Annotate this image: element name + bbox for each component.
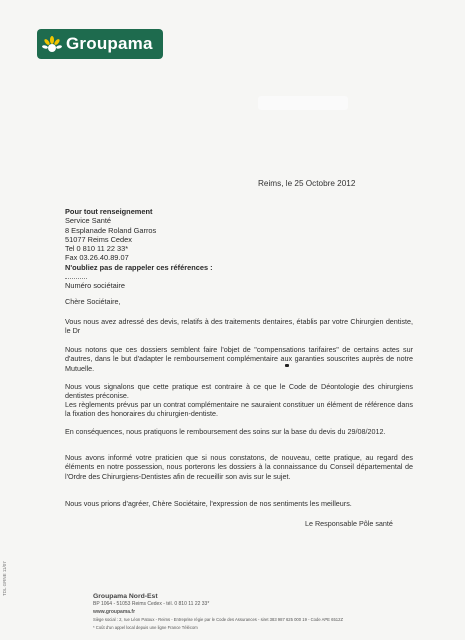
contact-heading: Pour tout renseignement [65,207,153,216]
signature-line: Le Responsable Pôle santé [305,519,393,528]
paragraph-3b: Les règlements prévus par un contrat complémentaire ne sauraient constituer un élément de référence dans la fixation des honoraires du chirurgien-dentiste. [65,400,413,419]
footer-website: www.groupama.fr [93,608,136,615]
contact-address-line1: 8 Esplanade Roland Garros [65,225,157,235]
paragraph-1: Vous nous avez adressé des devis, relatifs à des traitements dentaires, établis par votre Chirurgien dentiste, le Dr [65,317,413,336]
contact-block [65,207,213,291]
contact-tel: Tel 0 810 11 22 33* [65,244,129,254]
contact-address-line2: 51077 Reims Cedex [65,234,132,244]
paragraph-5: Nous avons informé votre praticien que si nous constatons, de nouveau, cette pratique, au regard des éléments en notre possession, nous porterons les dossiers à la connaissance du Conseil départemental de l'Ordre des Chirurgiens-Dentistes afin de recueillir son avis sur le sujet. [65,453,413,481]
contact-fax: Fax 03.26.40.89.07 [65,253,129,263]
groupama-logo [37,29,163,59]
salutation: Chère Sociétaire, [65,297,121,306]
member-number-label: Numéro sociétaire [65,281,125,291]
footer-note: * Coût d'un appel local depuis une ligne France Télécom [93,624,198,630]
paragraph-4: En conséquences, nous pratiquons le remboursement des soins sur la base du devis du 29/08/2012. [65,427,386,436]
paragraph-2: Nous notons que ces dossiers semblent faire l'objet de "compensations tarifaires" de certains actes sur d'autres, dans le but d'adapter le remboursement complémentaire aux garanties souscrites auprès de notre Mutuelle. [65,345,413,373]
logo-wordmark: Groupama [66,34,153,53]
reference-reminder: N'oubliez pas de rappeler ces références : [65,262,213,272]
groupama-flower-icon [42,34,62,54]
footer [93,592,343,631]
redacted-recipient [258,96,348,110]
reference-redacted [65,272,213,281]
side-reference: TDL GRNE 11/07 [2,561,7,596]
footer-legal: Siège social : 2, rue Léon Patoux - Reims - Entreprise régie par le Code des Assurances - siret 383 987 625 000 19 - Code APE 6512Z [93,617,343,622]
contact-service: Service Santé [65,216,112,226]
footer-company: Groupama Nord-Est [93,593,158,600]
paragraph-3a: Nous vous signalons que cette pratique est contraire à ce que le Code de Déontologie des chirurgiens dentistes préconise. [65,382,413,401]
ink-mark [285,364,289,367]
paragraph-6: Nous vous prions d'agréer, Chère Sociétaire, l'expression de nos sentiments les meilleurs. [65,499,352,508]
footer-address: BP 1064 - 51053 Reims Cedex - tél. 0 810 11 22 33* [93,601,210,607]
letter-date: Reims, le 25 Octobre 2012 [258,179,356,188]
